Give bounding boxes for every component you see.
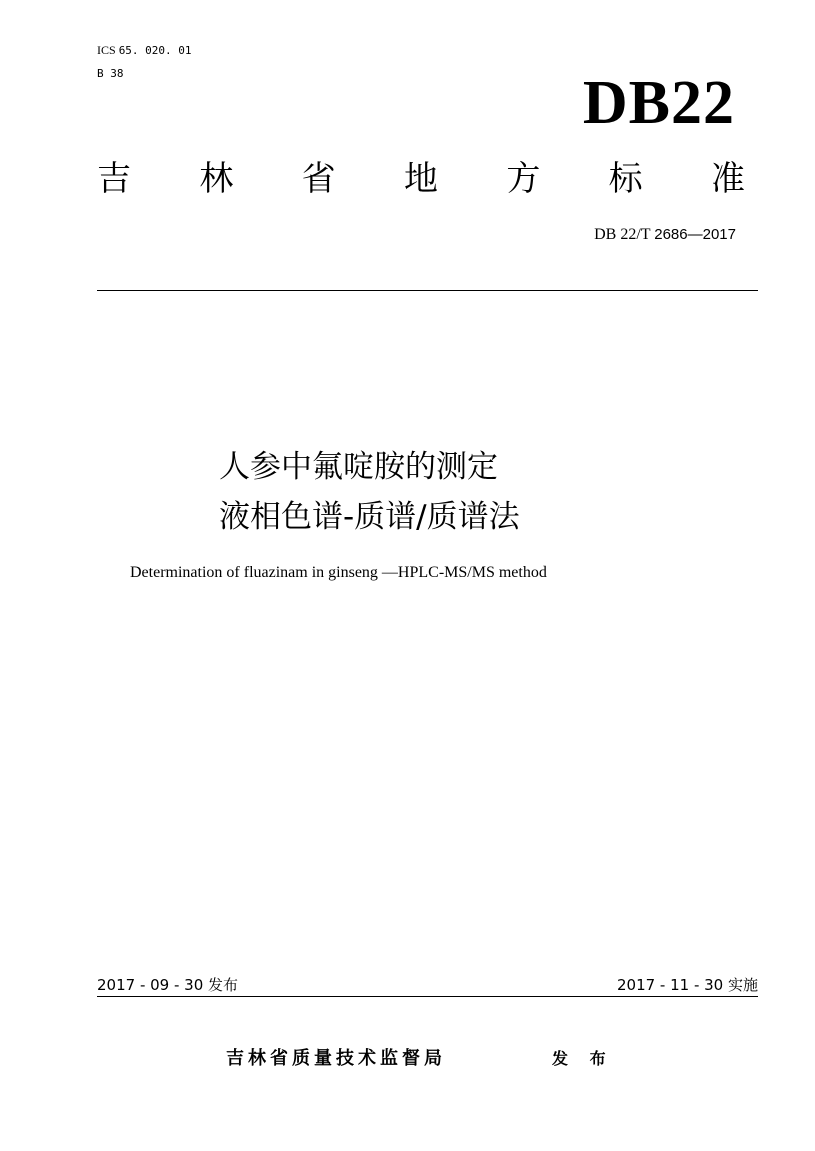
release-date: 2017 - 09 - 30 发布 [97,976,239,994]
classification-code: B 38 [97,67,124,80]
chinese-title-line1: 人参中氟啶胺的测定 [219,449,498,485]
standard-type-char: 方 [506,159,541,199]
ics-code [97,42,192,59]
chinese-title [219,442,520,542]
standard-type-char: 省 [301,159,336,199]
standard-type-char: 吉 [97,159,131,199]
standard-type-char: 标 [608,159,643,199]
standard-type-char: 林 [199,159,234,199]
standard-number-value: 2686—2017 [654,226,736,243]
standard-type-char: 地 [403,159,438,199]
ics-number: 65. 020. 01 [118,44,192,57]
standard-number-prefix: DB 22/T [594,226,651,243]
db22-logo: DB22 [582,69,735,137]
standard-type-char: 准 [710,159,745,199]
header-divider [97,290,758,291]
chinese-title-line2: 液相色谱-质谱/质谱法 [219,499,520,535]
implement-date: 2017 - 11 - 30 实施 [616,976,758,994]
date-row [97,974,758,996]
issuing-authority: 吉林省质量技术监督局 [226,1048,446,1069]
standard-number [594,225,736,245]
ics-label: ICS [97,43,116,57]
footer-divider [97,996,758,997]
issue-label: 发 布 [552,1049,614,1068]
standard-type-heading [97,156,745,202]
english-title: Determination of fluazinam in ginseng —HPLC-MS/MS method [130,564,547,581]
